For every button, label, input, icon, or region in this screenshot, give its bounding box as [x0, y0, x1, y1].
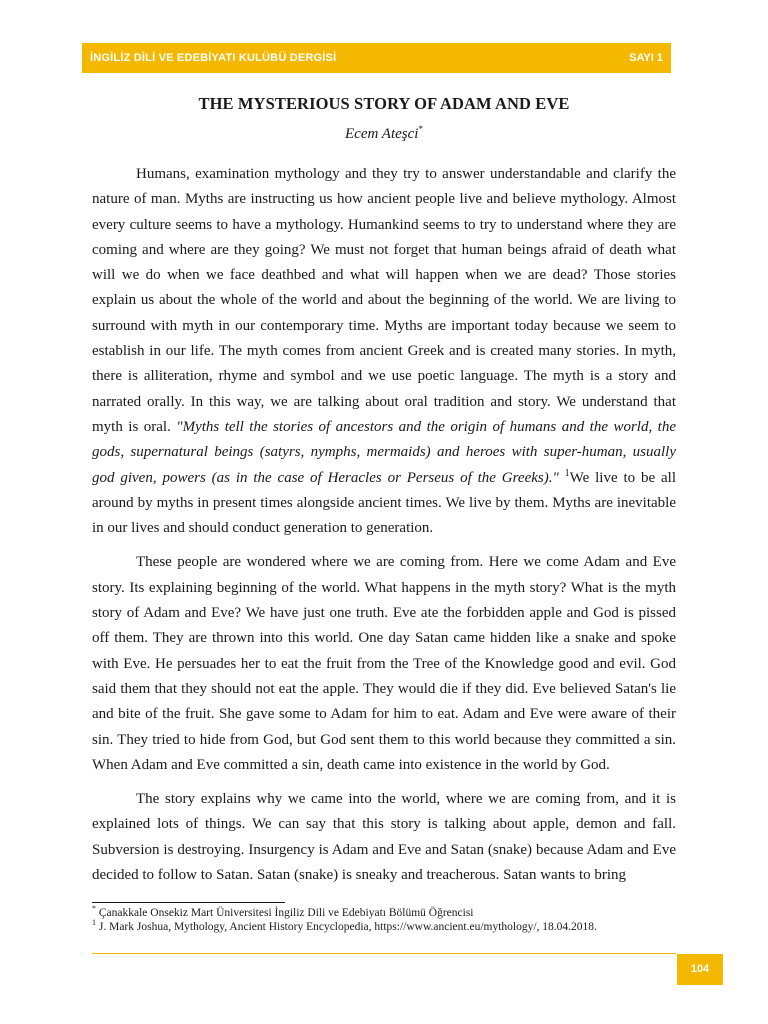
footer-divider: [92, 953, 676, 954]
journal-header-bar: [82, 43, 671, 73]
paragraph-2: These people are wondered where we are coming from. Here we come Adam and Eve story. Its explaining beginning of the world. What happens in the myth story? What is the myth story of Adam and Eve? We have just one truth. Eve ate the forbidden apple and God is pissed off them. They are thrown into this world. One day Satan came hidden like a snake and spoke with Eve. He persuades her to eat the fruit from the Tree of the Knowledge good and evil. God said them that they should not eat the apple. They would die if they did. Eve believed Satan's lie and bite of the fruit. She gave some to Adam for him to eat. Adam and Eve were aware of their sin. They tried to hide from God, but God sent them to this world because they committed a sin. When Adam and Eve committed a sin, death came into existence in the world by God.: [92, 554, 676, 773]
paragraph-1: [92, 162, 676, 541]
article-body: [92, 162, 676, 897]
journal-title: İNGİLİZ DİLİ VE EDEBİYATI KULÜBÜ DERGİSİ: [90, 52, 337, 64]
article-author: [92, 124, 676, 143]
footnote-item: [92, 906, 676, 920]
footnote-text: Çanakkale Onsekiz Mart Üniversitesi İngiliz Dili ve Edebiyatı Bölümü Öğrencisi: [98, 907, 474, 919]
footnote-ref-1: 1: [564, 467, 570, 479]
paragraph-1-text-a: Humans, examination mythology and they try to answer understandable and clarify the nature of man. Myths are instructing us how ancient people live and believe mythology. Almost every culture seems to have a mythology. Humankind seems to try to understand where they are coming and where are they going? We must not forget that human beings afraid of death what will we do when we face deathbed and what will happen when we are dead? Those stories explain us about the whole of the world and about the beginning of the world. We are living to surround with myth in our contemporary time. Myths are important today because we seem to establish in our life. The myth comes from ancient Greek and is created many stories. In myth, there is alliteration, rhyme and symbol and we use poetic language. The myth is a story and narrated orally. In this way, we are talking about oral tradition and story. We understand that myth is oral.: [92, 166, 676, 435]
footnotes: [92, 906, 676, 934]
page-number: 104: [677, 954, 723, 985]
author-footnote-mark: *: [418, 124, 423, 134]
footnote-text: J. Mark Joshua, Mythology, Ancient History Encyclopedia, https://www.ancient.eu/mythology/, 18.04.2018.: [98, 921, 597, 933]
paragraph-1-text-b: We live to be all around by myths in present times alongside ancient times. We live by them. Myths are inevitable in our lives and should conduct generation to generation.: [92, 469, 676, 537]
footnote-mark: *: [92, 904, 96, 914]
article-title: THE MYSTERIOUS STORY OF ADAM AND EVE: [198, 94, 570, 113]
footnote-item: [92, 920, 676, 934]
paragraph-3: The story explains why we came into the world, where we are coming from, and it is explained lots of things. We can say that this story is talking about apple, demon and fall. Subversion is destroying. Insurgency is Adam and Eve and Satan (snake) because Adam and Eve decided to follow to Satan. Satan (snake) is sneaky and treacherous. Satan wants to bring: [92, 791, 676, 884]
author-name: Ecem Ateşci: [345, 126, 419, 142]
issue-label: SAYI 1: [629, 52, 663, 64]
paragraph-1-quote: "Myths tell the stories of ancestors and the origin of humans and the world, the gods, supernatural beings (satyrs, nymphs, mermaids) and heroes with super-human, usually god given, powers (as in the case of Heracles or Perseus of the Greeks).": [92, 418, 676, 486]
footnote-divider: [92, 902, 285, 903]
footnote-mark: 1: [92, 918, 96, 928]
